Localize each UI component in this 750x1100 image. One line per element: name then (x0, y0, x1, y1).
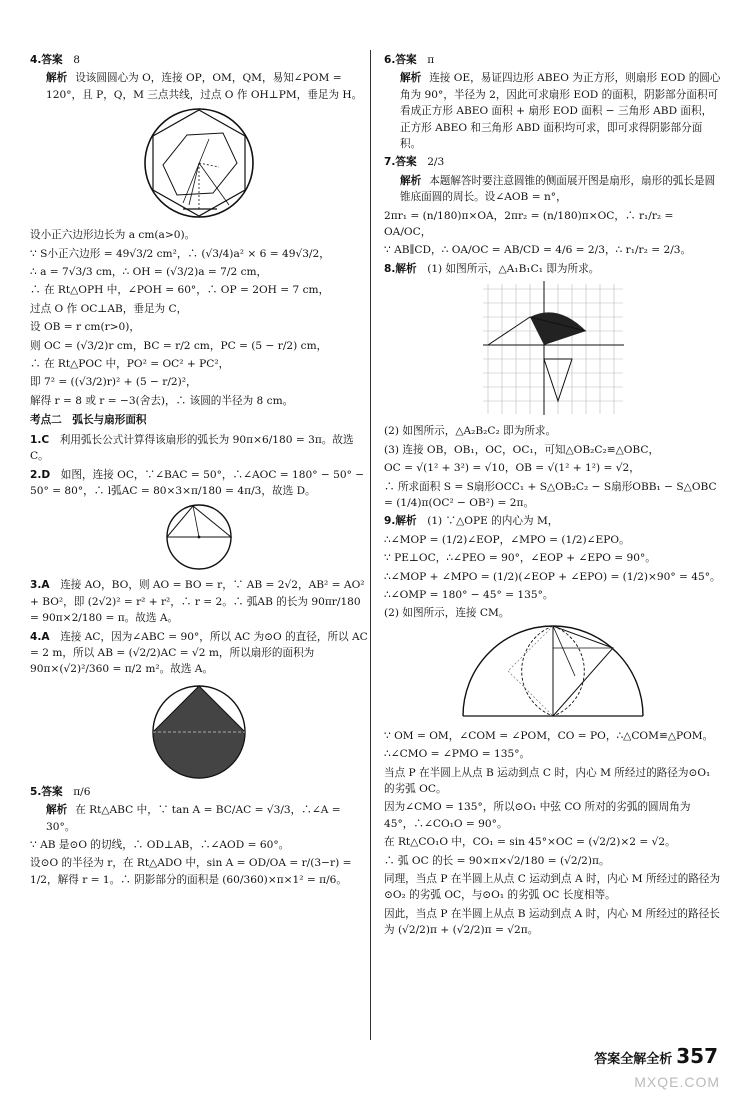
q9-line8: ∴∠CMO = ∠PMO = 135°。 (384, 748, 531, 761)
q7-line1: 解析 本题解答时要注意圆锥的侧面展开图是扇形，扇形的弧长是圆锥底面圆的周长。设∠AOB = n°， (400, 174, 716, 204)
q9-line7: ∵ OM = OM，∠COM = ∠POM，CO = PO，∴△COM≌△POM。 (384, 729, 714, 742)
q4a-header: 4.答案 8 (30, 54, 80, 66)
q9-line2: ∴∠MOP = (1/2)∠EOP，∠MPO = (1/2)∠EPO。 (384, 533, 630, 546)
q5-header: 5.答案 π/6 (30, 785, 91, 798)
q8-line5: ∴ 所求面积 S = S扇形OCC₁ + S△OB₂C₂ − S扇形OBB₁ − S△OBC = (1/4)π(OC² − OB²) = 2π。 (384, 480, 717, 509)
q4a-line8: 则 OC = (√3/2)r cm，BC = r/2 cm，PC = (5 − r/2) cm， (30, 339, 328, 352)
q8-line3: (3) 连接 OB，OB₁，OC，OC₁，可知△OB₂C₂≌△OBC， (384, 443, 660, 456)
q6-text: 解析 连接 OE，易证四边形 ABEO 为正方形，则扇形 EOD 的圆心角为 90°，半径为 2，因此可求扇形 EOD 的面积，阴影部分面积可看成正方形 ABEO 面积 + 扇形 EOD 面积 − 三角形 ABD 面积，正方形 ABEO 和三角形 ABD 面积均可求，即可求得阴影部分面积。 (400, 72, 721, 151)
q4a-line2: 设小正六边形边长为 a cm(a>0)。 (30, 229, 196, 242)
q9-line12: ∴ 弧 OC 的长 = 90×π×√2/180 = (√2/2)π。 (384, 854, 610, 867)
page-number: 357 (676, 1044, 718, 1068)
q9-line10: 因为∠CMO = 135°，所以⊙O₁ 中弦 CO 所对的劣弧的圆周角为 45°，∴∠CO₁O = 90°。 (384, 801, 691, 830)
q4a-line1: 解析 设该圆圆心为 O，连接 OP，OM，QM，易知∠POM = 120°，且 P，Q，M 三点共线，过点 O 作 OH⊥PM，垂足为 H。 (46, 72, 363, 101)
hexagon-figure (139, 105, 259, 223)
grid-figure (478, 279, 628, 419)
q4a-line7: 设 OB = r cm(r>0)， (30, 321, 140, 334)
q9-line13: 同理，当点 P 在半圆上从点 C 运动到点 A 时，内心 M 所经过的路径为⊙O₂ 的劣弧 OC，与⊙O₁ 的劣弧 OC 长度相等。 (384, 873, 721, 902)
q9-line5: ∴∠OMP = 180° − 45° = 135°。 (384, 588, 554, 601)
q2-line: 2.D 如图，连接 OC，∵∠BAC = 50°，∴∠AOC = 180° − 50° − 50° = 80°，∴ l弧AC = 80×3×π/180 = 4π/3，故选 D。 (30, 468, 365, 497)
q4a-line6: 过点 O 作 OC⊥AB，垂足为 C， (30, 302, 188, 315)
q7-line2: 2πr₁ = (n/180)π×OA，2πr₂ = (n/180)π×OC，∴ r₁/r₂ = OA/OC， (384, 209, 674, 239)
q9-line4: ∴∠MOP + ∠MPO = (1/2)(∠EOP + ∠EPO) = (1/2)×90° = 45°。 (384, 570, 721, 583)
q1-line: 1.C 利用弧长公式计算得该扇形的弧长为 90π×6/180 = 3π。故选 C。 (30, 433, 354, 463)
q4a-line4: ∴ a = 7√3/3 cm，∴ OH = (√3/2)a = 7/2 cm， (30, 266, 268, 279)
q4b-line: 4.A 连接 AC，因为∠ABC = 90°，所以 AC 为⊙O 的直径，所以 AC = 2 m，所以 AB = (√2/2)AC = √2 m，所以扇形的面积为 90π×(√2)²/360 = π/2 m²。故选 A。 (30, 630, 368, 676)
q8-line2: (2) 如图所示，△A₂B₂C₂ 即为所求。 (384, 425, 557, 438)
q6-header: 6.答案 π (384, 54, 435, 66)
sector-figure (144, 680, 254, 780)
q9-line3: ∵ PE⊥OC，∴∠PEO = 90°，∠EOP + ∠EPO = 90°。 (384, 552, 656, 565)
q4a-line3: ∵ S小正六边形 = 49√3/2 cm²，∴ (√3/4)a² × 6 = 49√3/2， (30, 247, 330, 260)
q7-line3: ∵ AB∥CD，∴ OA/OC = AB/CD = 4/6 = 2/3，∴ r₁/r₂ = 2/3。 (384, 244, 692, 257)
q9-line1: 9.解析 (1) ∵△OPE 的内心为 M， (384, 515, 559, 528)
q4a-line11: 解得 r = 8 或 r = −3(舍去)，∴ 该圆的半径为 8 cm。 (30, 394, 294, 407)
q4a-line9: ∴ 在 Rt△POC 中，PO² = OC² + PC²， (30, 358, 230, 371)
q4a-line10: 即 7² = ((√3/2)r)² + (5 − r/2)²， (30, 376, 197, 389)
q5-line1: 解析 在 Rt△ABC 中，∵ tan A = BC/AC = √3/3，∴∠A = 30°。 (46, 804, 341, 833)
q9-line11: 在 Rt△CO₁O 中，CO₁ = sin 45°×OC = (√2/2)×2 = √2。 (384, 836, 676, 849)
footer-label: 答案全解全析 (594, 1052, 673, 1067)
watermark: MXQE.COM (634, 1074, 720, 1091)
section-heading: 考点二 弧长与扇形面积 (30, 414, 147, 427)
q9-line9: 当点 P 在半圆上从点 B 运动到点 C 时，内心 M 所经过的路径为⊙O₁ 的劣弧 OC。 (384, 766, 711, 795)
q8-line1: 8.解析 (1) 如图所示，△A₁B₁C₁ 即为所求。 (384, 262, 600, 275)
q4a-line5: ∴ 在 Rt△OPH 中，∠POH = 60°，∴ OP = 2OH = 7 cm， (30, 284, 330, 297)
column-divider (370, 50, 371, 1040)
q8-line4: OC = √(1² + 3²) = √10，OB = √(1² + 1²) = √2， (384, 462, 640, 475)
page-footer (594, 1041, 718, 1072)
q3-line: 3.A 连接 AO，BO，则 AO = BO = r，∵ AB = 2√2，AB² = AO² + BO²，即 (2√2)² = r² + r²，∴ r = 2。∴ 弧AB 的长为 90πr/180 = 90π×2/180 = π。故选 A。 (30, 579, 365, 625)
q9-line6: (2) 如图所示，连接 CM。 (384, 607, 510, 620)
circle-triangle-figure (149, 501, 249, 573)
q9-line14: 因此，当点 P 在半圆上从点 B 运动到点 A 时，内心 M 所经过的路径长为 (√2/2)π + (√2/2)π = √2π。 (384, 907, 720, 937)
left-column (30, 52, 368, 890)
right-column (384, 52, 722, 941)
q7-header: 7.答案 2/3 (384, 156, 445, 169)
q5-line2: ∵ AB 是⊙O 的切线，∴ OD⊥AB，∴∠AOD = 60°。 (30, 838, 290, 851)
q5-line3: 设⊙O 的半径为 r，在 Rt△ADO 中，sin A = OD/OA = r/(3−r) = 1/2，解得 r = 1。∴ 阴影部分的面积是 (60/360)×π×1² = π/6。 (30, 857, 352, 886)
semicircle-figure (453, 624, 653, 724)
